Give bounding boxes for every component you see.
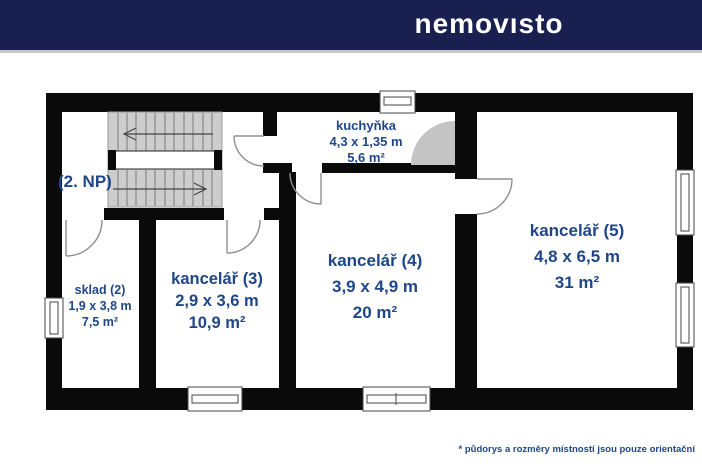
room-area: 20 m² (352, 303, 398, 322)
wall-right (677, 93, 693, 410)
room-name: kancelář (4) (327, 251, 423, 270)
room-area: 7,5 m² (81, 315, 119, 329)
window-left-sklad-icon (45, 298, 63, 338)
door-arc-kancelar5-icon (477, 179, 512, 214)
room-dimensions: 1,9 x 3,8 m (68, 299, 132, 313)
window-right-kancelar5-lower-icon (676, 283, 694, 347)
stair-landing-cap-left (108, 150, 116, 170)
wall-kancelar3-kancelar4 (279, 172, 296, 388)
window-right-kancelar5-upper-icon (676, 170, 694, 235)
room-name: kuchyňka (336, 118, 396, 133)
wall-kancelar4-kancelar5-b (455, 214, 477, 388)
wall-top (46, 93, 693, 112)
room-dimensions: 4,3 x 1,35 m (329, 134, 403, 149)
window-bottom-kancelar3-icon (188, 387, 242, 411)
room-label-kancelar-5 (530, 218, 625, 296)
window-bottom-kancelar4-icon (363, 387, 430, 411)
wall-left (46, 93, 62, 410)
room-dimensions: 2,9 x 3,6 m (175, 292, 259, 310)
wall-kancelar4-kancelar5-a (455, 112, 477, 179)
wall-hall-kuchynka (263, 112, 277, 136)
door-swing-kuchynka-icon (411, 121, 455, 165)
room-area: 5,6 m² (347, 150, 385, 165)
room-area: 10,9 m² (188, 314, 246, 332)
staircase (108, 112, 222, 207)
floor-level-label: (2. NP) (58, 172, 112, 191)
room-dimensions: 4,8 x 6,5 m (533, 247, 620, 266)
room-area: 31 m² (554, 273, 600, 292)
door-arc-kancelar3-icon (227, 220, 260, 253)
brand-logo: nemovısto (414, 8, 564, 39)
wall-sklad-kancelar3 (139, 220, 156, 388)
room-dimensions: 3,9 x 4,9 m (331, 277, 418, 296)
room-label-kancelar-3 (171, 268, 263, 334)
room-name: sklad (2) (74, 283, 126, 297)
room-name: kancelář (3) (171, 270, 263, 288)
wall-hall-south-a (104, 208, 224, 220)
room-label-sklad (68, 282, 131, 330)
wall-kuchynka-south-a (263, 163, 292, 173)
stair-landing (110, 151, 220, 169)
window-top-kuchynka-icon (380, 91, 415, 113)
room-label-kancelar-4 (328, 248, 423, 326)
room-name: kancelář (5) (529, 221, 625, 240)
disclaimer-text: * půdorys a rozměry místností jsou pouze orientační (458, 444, 695, 455)
door-arc-sklad-icon (66, 220, 102, 256)
door-arc-hall-icon (234, 136, 264, 166)
room-label-kuchynka (330, 118, 403, 166)
stair-landing-cap-right (214, 150, 222, 170)
